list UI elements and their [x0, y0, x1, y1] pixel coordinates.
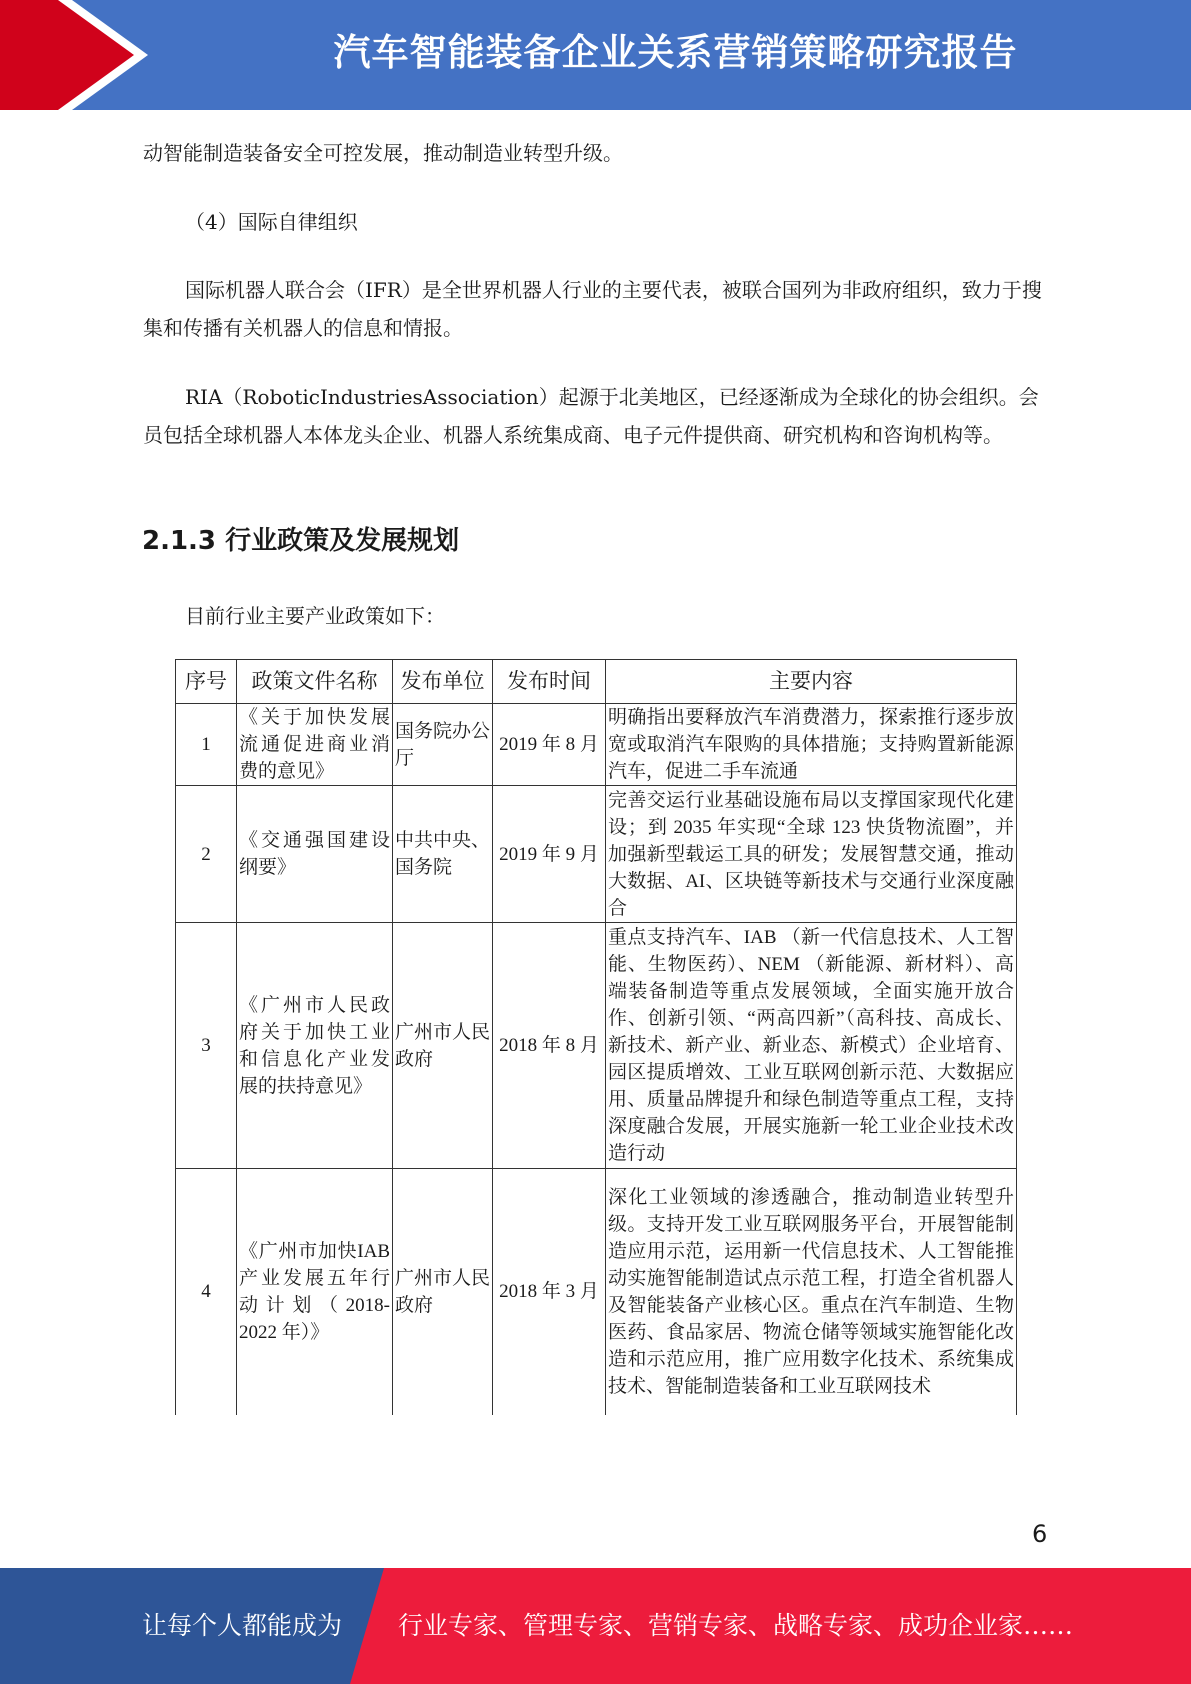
- footer-slogan-right: 行业专家、管理专家、营销专家、战略专家、成功企业家……: [398, 1611, 1074, 1640]
- report-title: 汽车智能装备企业关系营销策略研究报告: [333, 31, 1018, 74]
- column-header-date: 发布时间: [493, 660, 606, 704]
- cell-content: 重点支持汽车、IAB （新一代信息技术、人工智能、生物医药）、NEM （新能源、新材料）、高端装备制造等重点发展领域，全面实施开放合作、创新引领、“两高四新”（高科技、高成长、新技术、新产业、新业态、新模式）企业培育、园区提质增效、工业互联网创新示范、大数据应用、质量品牌提升和绿色制造等重点工程，支持深度融合发展，开展实施新一轮工业企业技术改造行动: [606, 923, 1017, 1169]
- cell-document: 《广州市加快IAB 产业发展五年行动计划（2018-2022 年）》: [237, 1169, 393, 1415]
- cell-date: 2018 年 8 月: [493, 923, 606, 1169]
- table-row: [176, 1169, 1017, 1415]
- page-footer: [0, 1568, 1191, 1684]
- cell-index: 3: [176, 923, 237, 1169]
- column-header-issuer: 发布单位: [393, 660, 493, 704]
- cell-document: 《广州市人民政府关于加快工业和信息化产业发展的扶持意见》: [237, 923, 393, 1169]
- table-row: [176, 923, 1017, 1169]
- cell-date: 2019 年 8 月: [493, 704, 606, 786]
- cell-content: 完善交运行业基础设施布局以支撑国家现代化建设；到 2035 年实现“全球 123 快货物流圈”，并加强新型载运工具的研发；发展智慧交通，推动大数据、AI、区块链等新技术与交通行业深度融合: [606, 786, 1017, 923]
- column-header-index: 序号: [176, 660, 237, 704]
- table-header-row: [176, 660, 1017, 704]
- cell-document: 《交通强国建设纲要》: [237, 786, 393, 923]
- cell-content: 深化工业领域的渗透融合，推动制造业转型升级。支持开发工业互联网服务平台，开展智能制造应用示范，运用新一代信息技术、人工智能推动实施智能制造试点示范工程，打造全省机器人及智能装备产业核心区。重点在汽车制造、生物医药、食品家居、物流仓储等领域实施智能化改造和示范应用，推广应用数字化技术、系统集成技术、智能制造装备和工业互联网技术: [606, 1169, 1017, 1415]
- footer-slogan-left: 让每个人都能成为: [142, 1611, 343, 1640]
- table-intro: 目前行业主要产业政策如下：: [185, 604, 445, 628]
- cell-date: 2018 年 3 月: [493, 1169, 606, 1415]
- subheading-self-regulatory: （4）国际自律组织: [185, 210, 358, 234]
- paragraph-continuation: 动智能制造装备安全可控发展，推动制造业转型升级。: [143, 141, 623, 165]
- cell-content: 明确指出要释放汽车消费潜力，探索推行逐步放宽或取消汽车限购的具体措施；支持购置新能源汽车，促进二手车流通: [606, 704, 1017, 786]
- cell-issuer: 国务院办公厅: [393, 704, 493, 786]
- cell-issuer: 广州市人民政府: [393, 923, 493, 1169]
- cell-issuer: 中共中央、国务院: [393, 786, 493, 923]
- table-row: [176, 786, 1017, 923]
- paragraph-ria: RIA（RoboticIndustriesAssociation）起源于北美地区，已经逐渐成为全球化的协会组织。会员包括全球机器人本体龙头企业、机器人系统集成商、电子元件提供商、研究机构和咨询机构等。: [143, 385, 1039, 447]
- cell-date: 2019 年 9 月: [493, 786, 606, 923]
- page-number: 6: [1032, 1520, 1048, 1548]
- cell-index: 1: [176, 704, 237, 786]
- section-heading: 2.1.3 行业政策及发展规划: [142, 526, 460, 556]
- cell-index: 4: [176, 1169, 237, 1415]
- table-row: [176, 704, 1017, 786]
- cell-document: 《关于加快发展流通促进商业消费的意见》: [237, 704, 393, 786]
- column-header-document: 政策文件名称: [237, 660, 393, 704]
- column-header-content: 主要内容: [606, 660, 1017, 704]
- policy-table: [175, 659, 1017, 1415]
- cell-index: 2: [176, 786, 237, 923]
- cell-issuer: 广州市人民政府: [393, 1169, 493, 1415]
- paragraph-ifr: 国际机器人联合会（IFR）是全世界机器人行业的主要代表，被联合国列为非政府组织，致力于搜集和传播有关机器人的信息和情报。: [143, 278, 1042, 340]
- page-header: [0, 0, 1191, 110]
